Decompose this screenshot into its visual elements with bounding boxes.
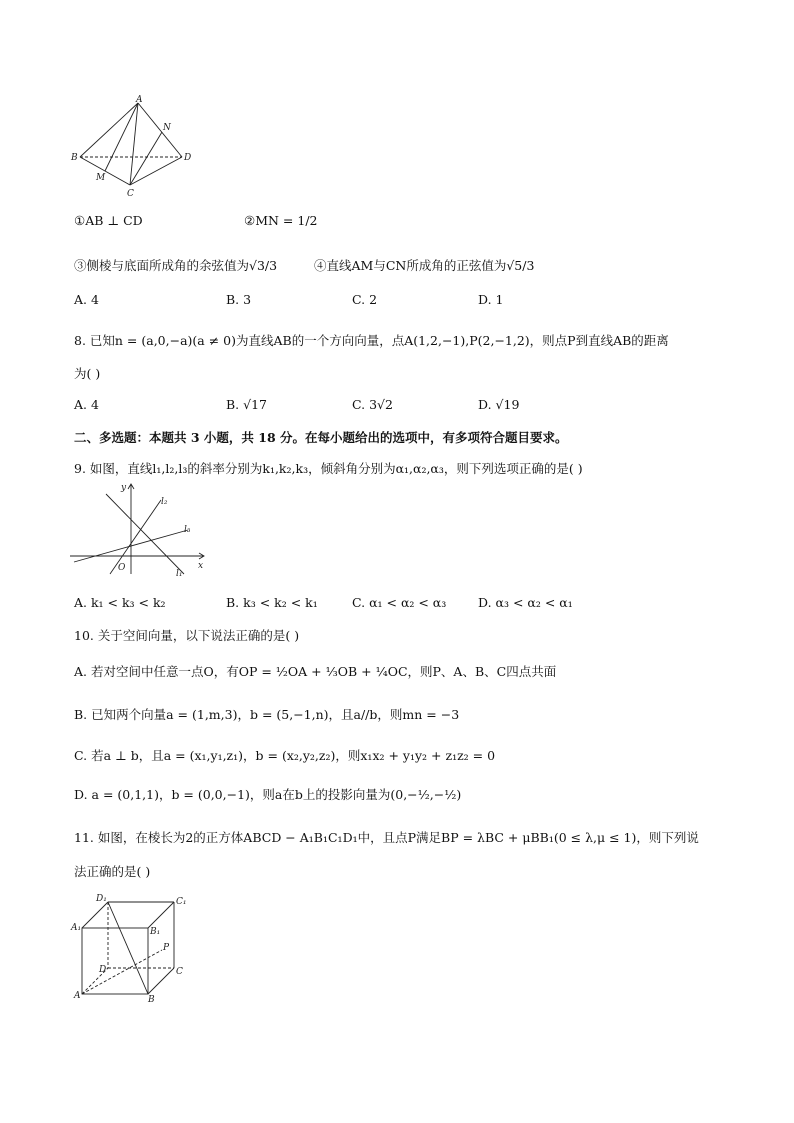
- q7-statement-1: ①AB ⊥ CD: [74, 213, 143, 228]
- line-l2-label: l₂: [161, 497, 168, 507]
- cube-label-C: C: [176, 967, 183, 977]
- q10-option-b: B. 已知两个向量a = (1,m,3)，b = (5,−1,n)，且a//b，则mn = −3: [74, 707, 460, 722]
- label-A: A: [136, 95, 143, 105]
- cube-label-D1: D₁: [96, 894, 107, 904]
- cube-label-C1: C₁: [176, 897, 187, 907]
- q10-option-a: A. 若对空间中任意一点O，有OP = ½OA + ⅓OB + ¼OC，则P、A、B、C四点共面: [74, 664, 557, 679]
- cube-label-D: D: [99, 965, 107, 975]
- label-M: M: [96, 173, 106, 183]
- section-2-heading: 二、多选题：本题共 3 小题，共 18 分。在每小题给出的选项中，有多项符合题目要求。: [74, 430, 568, 445]
- q7-option-a: A. 4: [74, 292, 99, 307]
- q9-stem: 9. 如图，直线l₁,l₂,l₃的斜率分别为k₁,k₂,k₃，倾斜角分别为α₁,α₂,α₃，则下列选项正确的是( ): [74, 461, 583, 476]
- origin-label: O: [118, 563, 126, 573]
- cube-label-B1: B₁: [150, 927, 161, 937]
- label-N: N: [163, 123, 171, 133]
- q8-option-d: D. √19: [478, 397, 520, 412]
- axis-x-label: x: [198, 561, 204, 571]
- line-l1-label: l₁: [176, 569, 183, 579]
- q8-stem-line2: 为( ): [74, 366, 101, 381]
- q8-option-a: A. 4: [74, 397, 99, 412]
- q9-option-a: A. k₁ < k₃ < k₂: [74, 595, 166, 610]
- q8-option-b: B. √17: [226, 397, 268, 412]
- q9-lines-figure: [66, 478, 211, 580]
- line-l3-label: l₃: [184, 525, 191, 535]
- axis-y-label: y: [121, 483, 127, 493]
- q11-stem-line1: 11. 如图，在棱长为2的正方体ABCD − A₁B₁C₁D₁中，且点P满足BP = λBC + μBB₁(0 ≤ λ,μ ≤ 1)，则下列说: [74, 830, 699, 845]
- tetrahedron-figure: [70, 95, 200, 200]
- cube-label-B: B: [148, 995, 155, 1005]
- q7-option-d: D. 1: [478, 292, 504, 307]
- label-B: B: [71, 153, 78, 163]
- q8-stem-line1: 8. 已知n = (a,0,−a)(a ≠ 0)为直线AB的一个方向向量，点A(1,2,−1),P(2,−1,2)，则点P到直线AB的距离: [74, 333, 669, 348]
- q7-statement-4: ④直线AM与CN所成角的正弦值为√5/3: [314, 258, 535, 273]
- q10-option-c: C. 若a ⊥ b，且a = (x₁,y₁,z₁)，b = (x₂,y₂,z₂)，则x₁x₂ + y₁y₂ + z₁z₂ = 0: [74, 748, 496, 763]
- cube-label-A: A: [74, 991, 81, 1001]
- q11-stem-line2: 法正确的是( ): [74, 864, 151, 879]
- q9-option-d: D. α₃ < α₂ < α₁: [478, 595, 573, 610]
- q9-option-c: C. α₁ < α₂ < α₃: [352, 595, 447, 610]
- label-D: D: [184, 153, 192, 163]
- cube-label-P: P: [163, 943, 170, 953]
- cube-figure: [70, 892, 190, 1007]
- q8-option-c: C. 3√2: [352, 397, 393, 412]
- q10-stem: 10. 关于空间向量，以下说法正确的是( ): [74, 628, 300, 643]
- q7-statement-3: ③侧棱与底面所成角的余弦值为√3/3: [74, 258, 278, 273]
- q7-statement-2: ②MN = 1/2: [244, 213, 318, 228]
- q9-option-b: B. k₃ < k₂ < k₁: [226, 595, 318, 610]
- q10-option-d: D. a = (0,1,1)，b = (0,0,−1)，则a在b上的投影向量为(0,−½,−½): [74, 787, 462, 802]
- q7-option-c: C. 2: [352, 292, 378, 307]
- q7-option-b: B. 3: [226, 292, 252, 307]
- label-C: C: [127, 189, 134, 199]
- cube-label-A1: A₁: [71, 923, 82, 933]
